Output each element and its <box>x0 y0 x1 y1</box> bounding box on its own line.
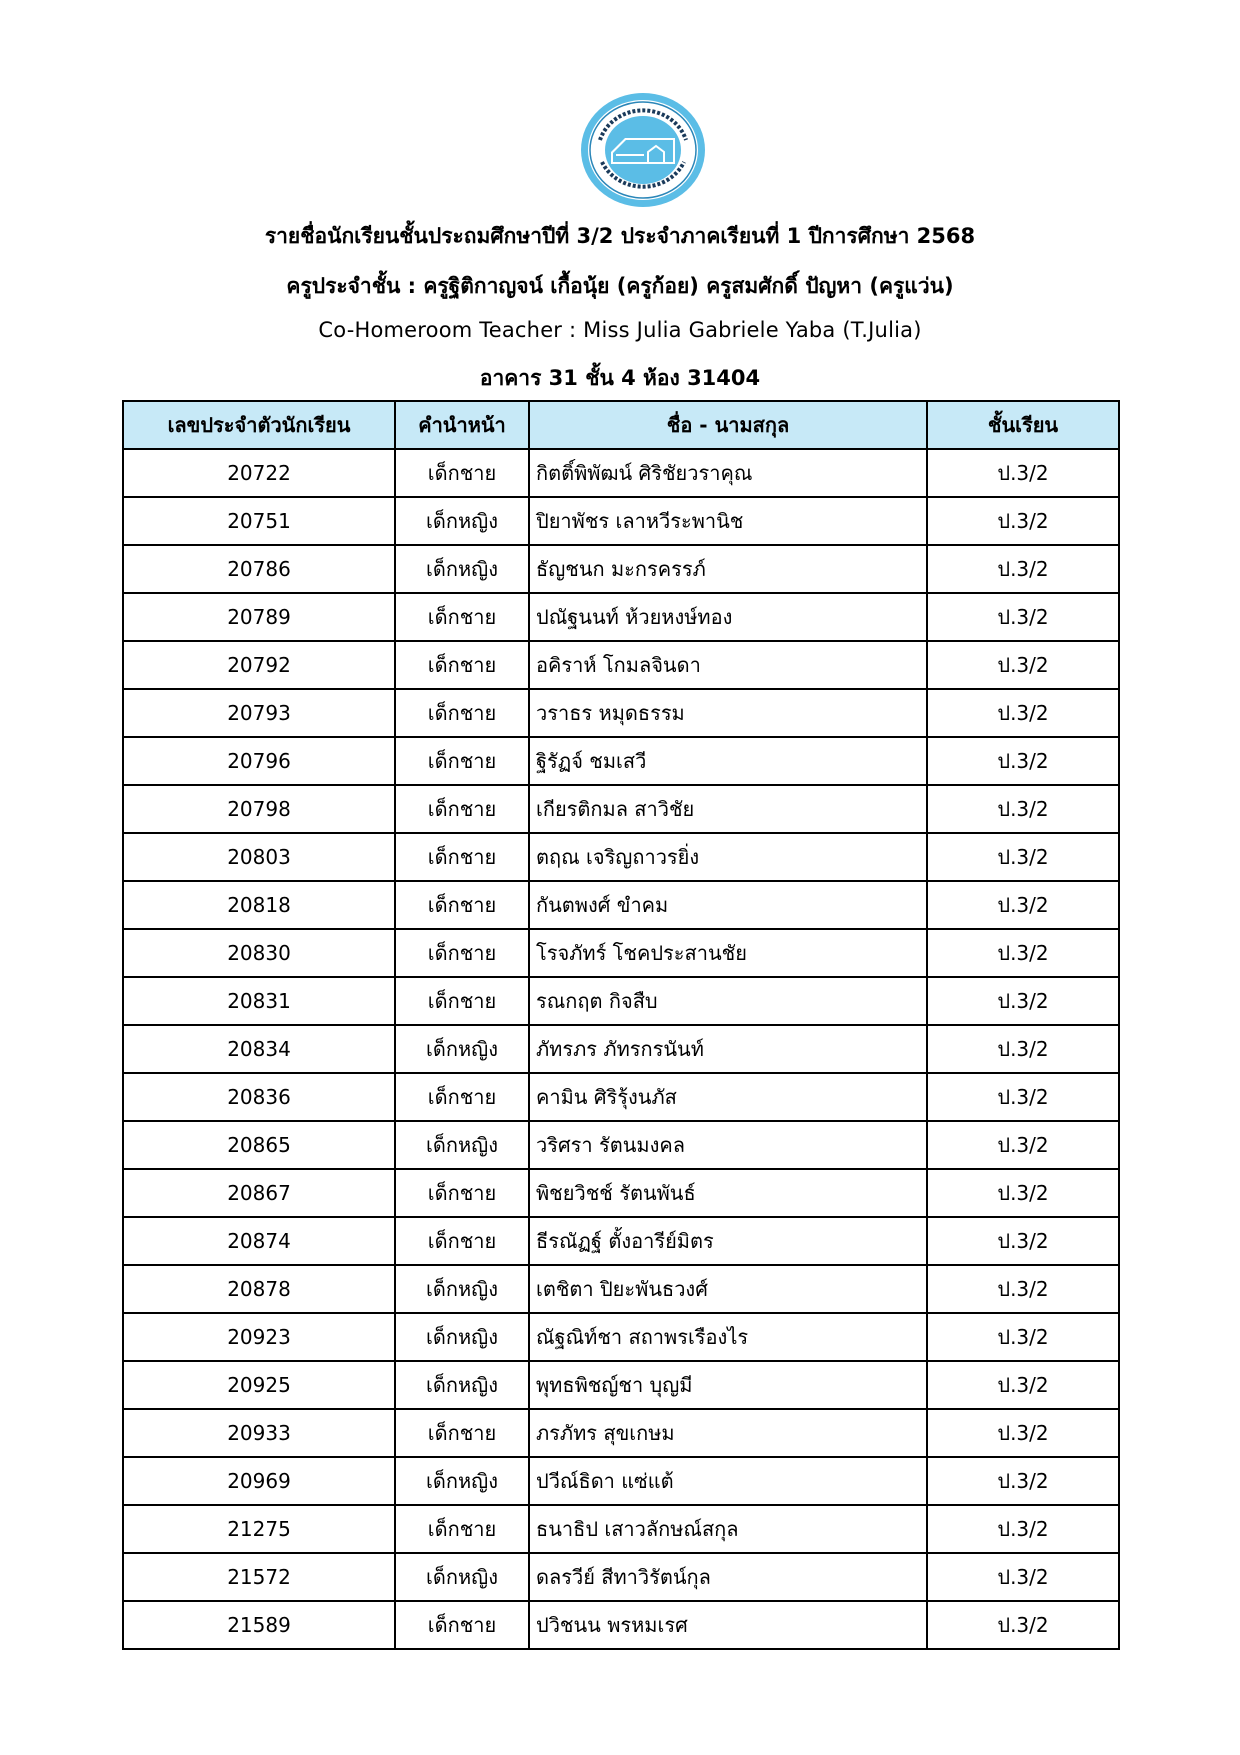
cell-full-name: ตฤณ เจริญถาวรยิ่ง <box>529 833 927 881</box>
cell-class: ป.3/2 <box>927 1409 1119 1457</box>
cell-class: ป.3/2 <box>927 1025 1119 1073</box>
column-header-prefix: คำนำหน้า <box>395 401 529 449</box>
cell-prefix: เด็กชาย <box>395 449 529 497</box>
table-body <box>123 449 1119 1649</box>
cell-class: ป.3/2 <box>927 1553 1119 1601</box>
cell-student-id: 20722 <box>123 449 395 497</box>
cell-student-id: 20836 <box>123 1073 395 1121</box>
cell-class: ป.3/2 <box>927 593 1119 641</box>
table-row <box>123 1217 1119 1265</box>
table-row <box>123 977 1119 1025</box>
table-row <box>123 449 1119 497</box>
cell-class: ป.3/2 <box>927 833 1119 881</box>
cell-class: ป.3/2 <box>927 1313 1119 1361</box>
cell-prefix: เด็กชาย <box>395 1409 529 1457</box>
table-header-row <box>123 401 1119 449</box>
table-row <box>123 641 1119 689</box>
cell-full-name: กิตติ์พิพัฒน์ ศิริชัยวราคุณ <box>529 449 927 497</box>
cell-student-id: 21572 <box>123 1553 395 1601</box>
cell-class: ป.3/2 <box>927 881 1119 929</box>
cell-prefix: เด็กชาย <box>395 737 529 785</box>
cell-class: ป.3/2 <box>927 1361 1119 1409</box>
document-title: รายชื่อนักเรียนชั้นประถมศึกษาปีที่ 3/2 ประจำภาคเรียนที่ 1 ปีการศึกษา 2568 <box>264 224 976 248</box>
cell-prefix: เด็กหญิง <box>395 1457 529 1505</box>
cell-full-name: ณัฐณิท์ชา สถาพรเรืองไร <box>529 1313 927 1361</box>
cell-full-name: เกียรติกมล สาวิชัย <box>529 785 927 833</box>
cell-class: ป.3/2 <box>927 449 1119 497</box>
cell-class: ป.3/2 <box>927 1265 1119 1313</box>
cell-class: ป.3/2 <box>927 1457 1119 1505</box>
cell-prefix: เด็กหญิง <box>395 1265 529 1313</box>
cell-full-name: ธีรณัฏฐ์ ตั้งอารีย์มิตร <box>529 1217 927 1265</box>
cell-class: ป.3/2 <box>927 1505 1119 1553</box>
room-location: อาคาร 31 ชั้น 4 ห้อง 31404 <box>479 366 761 390</box>
cell-student-id: 20789 <box>123 593 395 641</box>
cell-full-name: ดลรวีย์ สีทาวิรัตน์กุล <box>529 1553 927 1601</box>
cell-student-id: 20831 <box>123 977 395 1025</box>
column-header-student-id: เลขประจำตัวนักเรียน <box>123 401 395 449</box>
cell-full-name: ปวีณ์ธิดา แซ่แต้ <box>529 1457 927 1505</box>
cell-class: ป.3/2 <box>927 545 1119 593</box>
table-row <box>123 1409 1119 1457</box>
cell-full-name: กันตพงศ์ ขำคม <box>529 881 927 929</box>
cell-full-name: ปวิชนน พรหมเรศ <box>529 1601 927 1649</box>
cell-prefix: เด็กชาย <box>395 1073 529 1121</box>
table-row <box>123 1505 1119 1553</box>
table-row <box>123 1457 1119 1505</box>
cell-class: ป.3/2 <box>927 689 1119 737</box>
cell-full-name: วริศรา รัตนมงคล <box>529 1121 927 1169</box>
cell-class: ป.3/2 <box>927 977 1119 1025</box>
cell-class: ป.3/2 <box>927 1073 1119 1121</box>
cell-prefix: เด็กชาย <box>395 929 529 977</box>
cell-student-id: 20793 <box>123 689 395 737</box>
cell-class: ป.3/2 <box>927 785 1119 833</box>
cell-prefix: เด็กชาย <box>395 833 529 881</box>
cell-student-id: 20878 <box>123 1265 395 1313</box>
cell-prefix: เด็กชาย <box>395 1505 529 1553</box>
cell-full-name: พิชยวิชช์ รัตนพันธ์ <box>529 1169 927 1217</box>
cell-full-name: วราธร หมุดธรรม <box>529 689 927 737</box>
cell-class: ป.3/2 <box>927 1169 1119 1217</box>
homeroom-teachers: ครูประจำชั้น : ครูฐิติกาญจน์ เกื้อนุ้ย (ครูก้อย) ครูสมศักดิ์ ปัญหา (ครูแว่น) <box>286 274 954 298</box>
cell-prefix: เด็กหญิง <box>395 1553 529 1601</box>
column-header-full-name: ชื่อ - นามสกุล <box>529 401 927 449</box>
cell-prefix: เด็กหญิง <box>395 497 529 545</box>
cell-student-id: 20933 <box>123 1409 395 1457</box>
table-row <box>123 929 1119 977</box>
cell-student-id: 20867 <box>123 1169 395 1217</box>
cell-full-name: ธนาธิป เสาวลักษณ์สกุล <box>529 1505 927 1553</box>
cell-student-id: 20786 <box>123 545 395 593</box>
cell-student-id: 20803 <box>123 833 395 881</box>
cell-full-name: ฐิรัฏจ์ ชมเสวี <box>529 737 927 785</box>
table-row <box>123 1169 1119 1217</box>
table-row <box>123 1313 1119 1361</box>
table-row <box>123 785 1119 833</box>
student-roster-table <box>122 400 1120 1650</box>
cell-student-id: 20818 <box>123 881 395 929</box>
cell-student-id: 20830 <box>123 929 395 977</box>
cell-student-id: 20751 <box>123 497 395 545</box>
cell-student-id: 21589 <box>123 1601 395 1649</box>
cell-prefix: เด็กชาย <box>395 689 529 737</box>
cell-prefix: เด็กชาย <box>395 641 529 689</box>
cell-student-id: 20792 <box>123 641 395 689</box>
table-row <box>123 737 1119 785</box>
cell-prefix: เด็กหญิง <box>395 1121 529 1169</box>
cell-full-name: พุทธพิชญ์ชา บุญมี <box>529 1361 927 1409</box>
cell-class: ป.3/2 <box>927 1217 1119 1265</box>
cell-student-id: 20796 <box>123 737 395 785</box>
column-header-class: ชั้นเรียน <box>927 401 1119 449</box>
cell-full-name: ภัทรภร ภัทรกรนันท์ <box>529 1025 927 1073</box>
cell-class: ป.3/2 <box>927 497 1119 545</box>
cell-student-id: 20865 <box>123 1121 395 1169</box>
cell-prefix: เด็กหญิง <box>395 1313 529 1361</box>
table-row <box>123 1025 1119 1073</box>
table-row <box>123 593 1119 641</box>
cell-student-id: 20969 <box>123 1457 395 1505</box>
cell-student-id: 20834 <box>123 1025 395 1073</box>
cell-full-name: เตชิตา ปิยะพันธวงศ์ <box>529 1265 927 1313</box>
cell-class: ป.3/2 <box>927 929 1119 977</box>
cell-full-name: คามิน ศิริรุ้งนภัส <box>529 1073 927 1121</box>
cell-student-id: 20798 <box>123 785 395 833</box>
cell-prefix: เด็กชาย <box>395 1217 529 1265</box>
cell-class: ป.3/2 <box>927 737 1119 785</box>
cell-full-name: ปิยาพัชร เลาหวีระพานิช <box>529 497 927 545</box>
cell-full-name: โรจภัทร์ โชคประสานชัย <box>529 929 927 977</box>
cell-class: ป.3/2 <box>927 1601 1119 1649</box>
table-row <box>123 1553 1119 1601</box>
cell-prefix: เด็กหญิง <box>395 545 529 593</box>
cell-student-id: 20925 <box>123 1361 395 1409</box>
table-row <box>123 1601 1119 1649</box>
cell-full-name: ปณัฐนนท์ ห้วยหงษ์ทอง <box>529 593 927 641</box>
cell-prefix: เด็กชาย <box>395 977 529 1025</box>
school-logo <box>578 90 708 210</box>
cell-prefix: เด็กหญิง <box>395 1361 529 1409</box>
cell-class: ป.3/2 <box>927 641 1119 689</box>
cell-student-id: 20923 <box>123 1313 395 1361</box>
cell-class: ป.3/2 <box>927 1121 1119 1169</box>
cell-prefix: เด็กชาย <box>395 785 529 833</box>
cell-prefix: เด็กชาย <box>395 881 529 929</box>
table-row <box>123 1073 1119 1121</box>
table-row <box>123 497 1119 545</box>
table-row <box>123 881 1119 929</box>
cell-full-name: รณกฤต กิจสืบ <box>529 977 927 1025</box>
cell-prefix: เด็กหญิง <box>395 1025 529 1073</box>
cell-full-name: ภรภัทร สุขเกษม <box>529 1409 927 1457</box>
cell-prefix: เด็กชาย <box>395 1169 529 1217</box>
table-row <box>123 1265 1119 1313</box>
table-row <box>123 545 1119 593</box>
table-row <box>123 689 1119 737</box>
cell-prefix: เด็กชาย <box>395 1601 529 1649</box>
co-homeroom-teacher: Co-Homeroom Teacher : Miss Julia Gabriele Yaba (T.Julia) <box>318 318 922 342</box>
cell-full-name: ธัญชนก มะกรครรภ์ <box>529 545 927 593</box>
cell-prefix: เด็กชาย <box>395 593 529 641</box>
cell-student-id: 21275 <box>123 1505 395 1553</box>
cell-student-id: 20874 <box>123 1217 395 1265</box>
table-row <box>123 833 1119 881</box>
table-row <box>123 1121 1119 1169</box>
cell-full-name: อคิราห์ โกมลจินดา <box>529 641 927 689</box>
table-row <box>123 1361 1119 1409</box>
